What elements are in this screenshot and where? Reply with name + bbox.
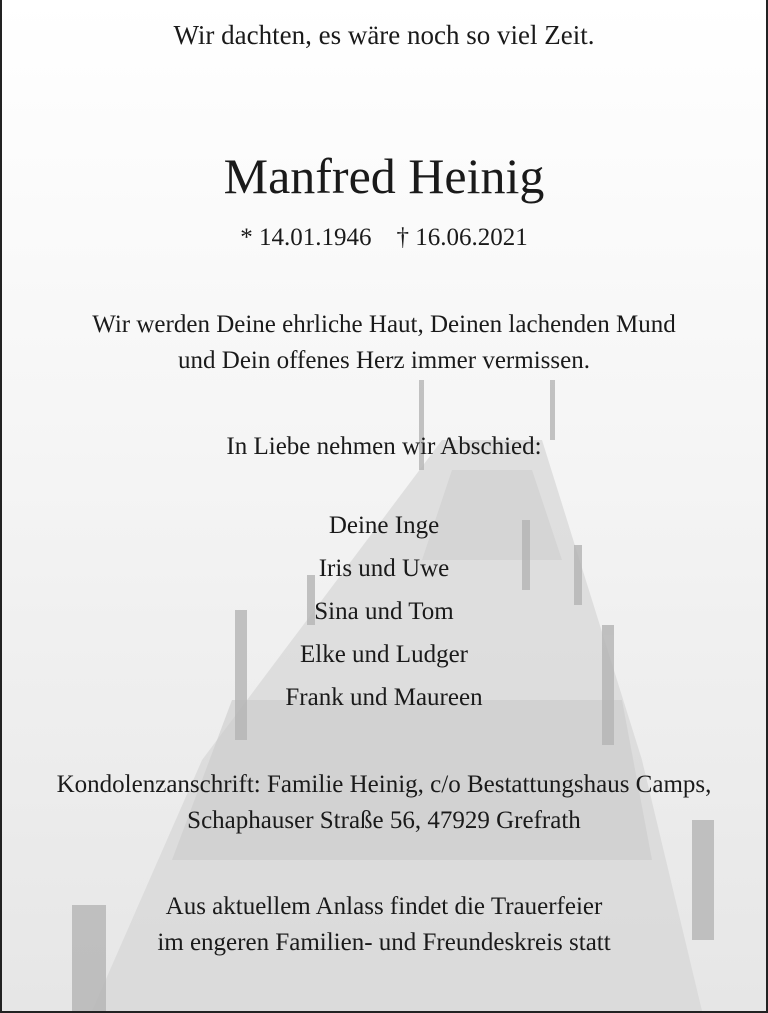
condolence-address: Kondolenzanschrift: Familie Heinig, c/o Bestattungshaus Camps,: [56, 771, 712, 798]
mourner: Deine Inge: [328, 512, 440, 539]
farewell: In Liebe nehmen wir Abschied:: [226, 433, 542, 460]
mourner: Sina und Tom: [314, 598, 454, 625]
mourner: Frank und Maureen: [285, 684, 483, 711]
funeral-notice: im engeren Familien- und Freundeskreis statt: [157, 929, 611, 956]
life-dates: [2, 224, 766, 252]
mourner: Elke und Ludger: [299, 641, 468, 668]
deceased-name: Manfred Heinig: [223, 148, 545, 204]
birth-date: * 14.01.1946: [240, 224, 372, 251]
death-date: † 16.06.2021: [396, 224, 528, 251]
motto: Wir dachten, es wäre noch so viel Zeit.: [173, 20, 595, 50]
tribute-line: und Dein offenes Herz immer vermissen.: [178, 347, 590, 374]
condolence-address: Schaphauser Straße 56, 47929 Grefrath: [187, 807, 581, 834]
tribute-line: Wir werden Deine ehrliche Haut, Deinen lachenden Mund: [92, 311, 676, 338]
funeral-notice: Aus aktuellem Anlass findet die Trauerfeier: [165, 893, 603, 920]
mourner: Iris und Uwe: [318, 555, 450, 582]
